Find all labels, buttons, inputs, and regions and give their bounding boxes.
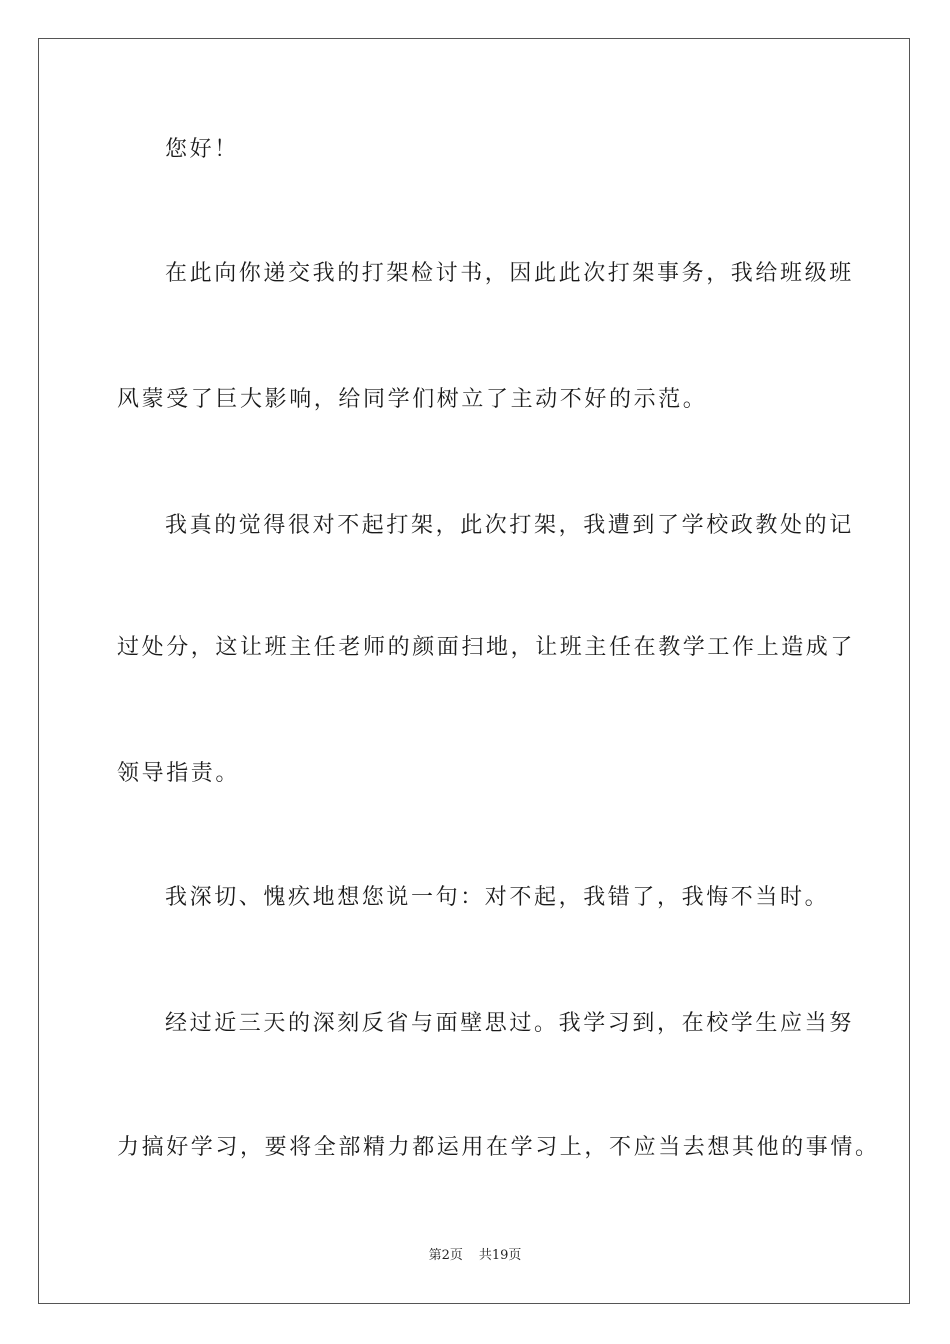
page-number: 第2页	[428, 1248, 463, 1263]
paragraph-2-line-1: 我真的觉得很对不起打架，此次打架，我遭到了学校政教处的记	[165, 513, 854, 538]
paragraph-1-line-1: 在此向你递交我的打架检讨书，因此此次打架事务，我给班级班	[165, 261, 854, 286]
paragraph-1-line-2: 风蒙受了巨大影响，给同学们树立了主动不好的示范。	[117, 387, 708, 412]
paragraph-4-line-1: 经过近三天的深刻反省与面壁思过。我学习到，在校学生应当努	[165, 1011, 854, 1036]
paragraph-3-line-1: 我深切、愧疚地想您说一句：对不起，我错了，我悔不当时。	[165, 885, 830, 910]
paragraph-2-line-3: 领导指责。	[117, 761, 241, 786]
greeting-line: 您好！	[165, 137, 239, 162]
page-border	[38, 38, 910, 1304]
page-footer	[0, 1248, 950, 1264]
paragraph-4-line-2: 力搞好学习，要将全部精力都运用在学习上，不应当去想其他的事情。	[117, 1135, 880, 1160]
paragraph-2-line-2: 过处分，这让班主任老师的颜面扫地，让班主任在教学工作上造成了	[117, 635, 856, 660]
page-total: 共19页	[478, 1248, 522, 1263]
